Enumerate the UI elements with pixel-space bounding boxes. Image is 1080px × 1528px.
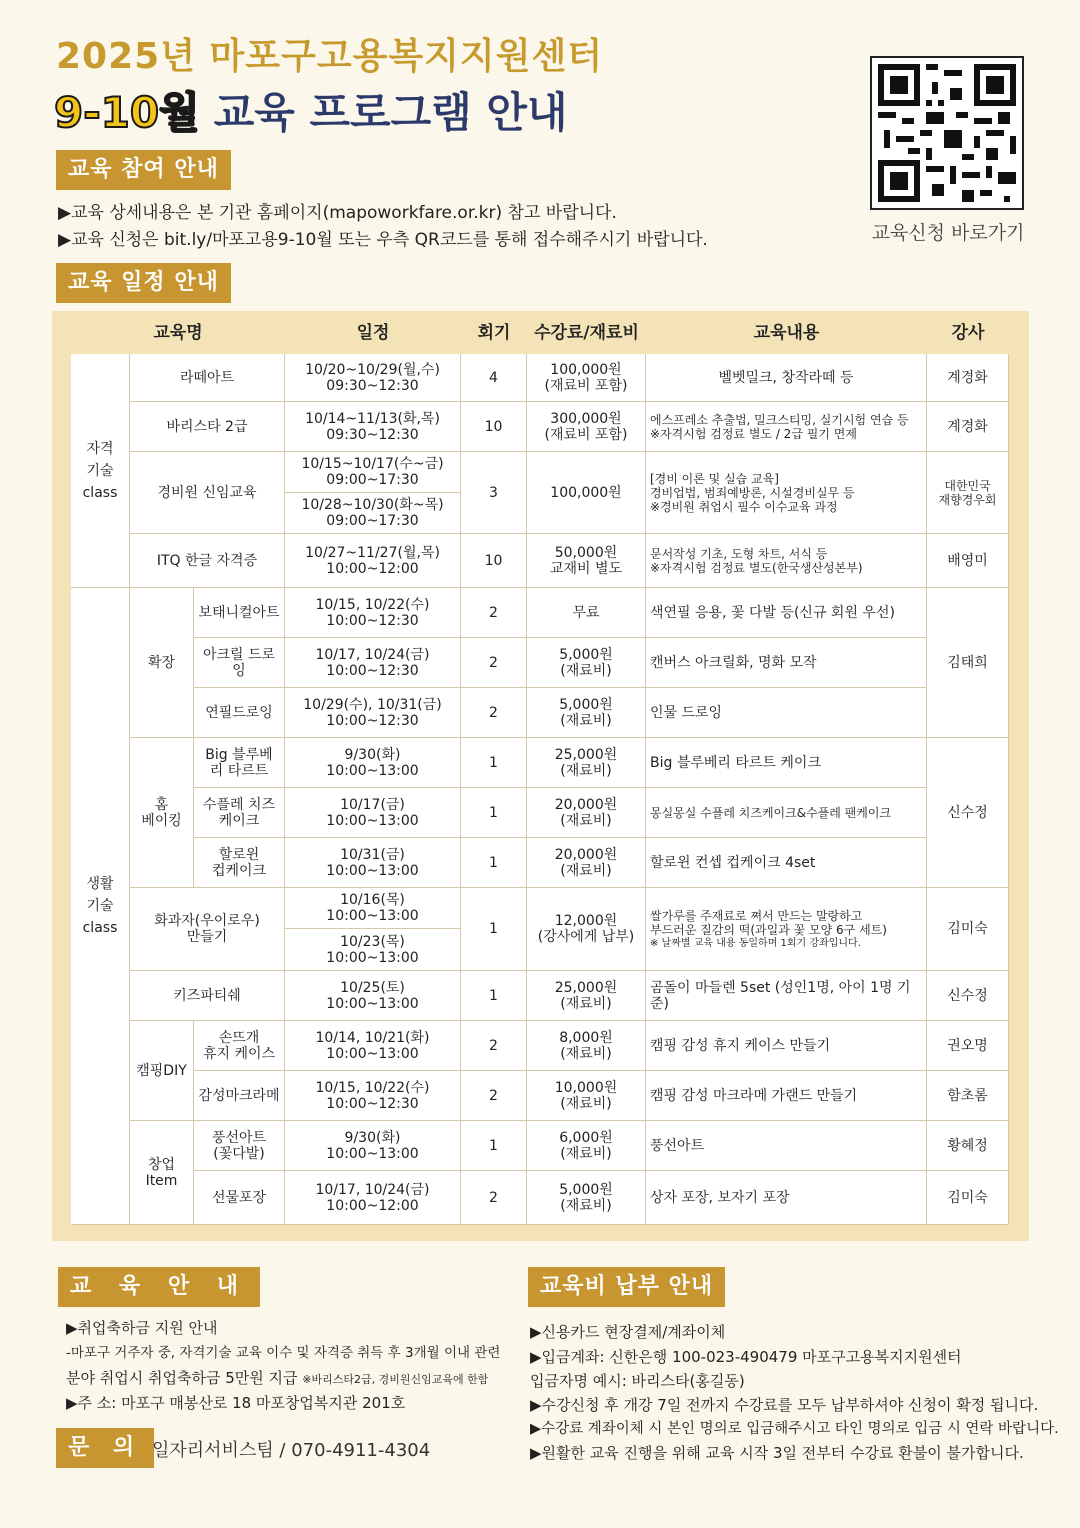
payment-line-4: ▶수강신청 후 개강 7일 전까지 수강료를 모두 납부하셔야 신청이 확정 됩니다. — [530, 1396, 1039, 1414]
qr-label[interactable]: 교육신청 바로가기 — [871, 222, 1025, 244]
header-fee: 수강료/재료비 — [534, 323, 639, 343]
row-name: ITQ 한글 자격증 — [130, 534, 285, 588]
edu-info-line-1: ▶취업축하금 지원 안내 — [66, 1319, 218, 1337]
row-content: 쌀가루를 주재료로 쪄서 만드는 말랑하고 부드러운 질감의 떡(과일과 꽃 모양 6구 세트) ※ 날짜별 교육 내용 동일하며 1회기 강좌입니다. — [646, 888, 927, 971]
contact-text: 일자리서비스팀 / 070-4911-4304 — [152, 1440, 431, 1461]
row-date: 10/17, 10/24(금) 10:00~12:30 — [285, 638, 461, 688]
row-instructor: 김태희 — [927, 588, 1009, 738]
row-name: 라떼아트 — [130, 354, 285, 402]
row-name: 수플레 치즈 케이크 — [194, 788, 285, 838]
payment-line-1: ▶신용카드 현장결제/계좌이체 — [530, 1323, 726, 1341]
row-content: 곰돌이 마들렌 5set (성인1명, 아이 1명 기준) — [646, 971, 927, 1021]
row-fee: 20,000원 (재료비) — [527, 788, 646, 838]
participation-line-2: ▶교육 신청은 bit.ly/마포고용9-10월 또는 우측 QR코드를 통해 접수해주시기 바랍니다. — [58, 230, 708, 250]
row-fee: 20,000원 (재료비) — [527, 838, 646, 888]
row-instructor: 황혜정 — [927, 1121, 1009, 1171]
participation-badge: 교육 참여 안내 — [56, 150, 231, 190]
row-date: 10/17(금) 10:00~13:00 — [285, 788, 461, 838]
row-instructor: 신수정 — [927, 738, 1009, 888]
row-date: 10/15, 10/22(수) 10:00~12:30 — [285, 1071, 461, 1121]
row-content: 캔버스 아크릴화, 명화 모작 — [646, 638, 927, 688]
row-sessions: 2 — [461, 688, 527, 738]
row-fee: 5,000원 (재료비) — [527, 1171, 646, 1225]
contact-badge: 문 의 — [56, 1428, 154, 1468]
title-highlight: 9-10월 — [54, 88, 200, 137]
page-title-line1: 2025년 마포구고용복지지원센터 — [56, 36, 604, 77]
subgroup-camping: 캠핑DIY — [130, 1021, 194, 1121]
row-date: 10/20~10/29(월,수) 09:30~12:30 — [285, 354, 461, 402]
row-sessions: 1 — [461, 838, 527, 888]
row-content: 색연필 응용, 꽃 다발 등(신규 회원 우선) — [646, 588, 927, 638]
row-content: 상자 포장, 보자기 포장 — [646, 1171, 927, 1225]
row-date: 10/15~10/17(수~금) 09:00~17:30 — [285, 452, 461, 493]
row-instructor: 계경화 — [927, 354, 1009, 402]
row-sessions: 1 — [461, 888, 527, 971]
row-date: 10/16(목) 10:00~13:00 — [285, 888, 461, 929]
row-sessions: 1 — [461, 1121, 527, 1171]
edu-info-line-4: ▶주 소: 마포구 매봉산로 18 마포창업복지관 201호 — [66, 1394, 406, 1412]
row-date: 9/30(화) 10:00~13:00 — [285, 738, 461, 788]
group-life: 생활 기술 class — [71, 588, 130, 1225]
row-date-2: 10/28~10/30(화~목) 09:00~17:30 — [285, 493, 461, 534]
payment-line-5: ▶수강료 계좌이체 시 본인 명의로 입금해주시고 타인 명의로 입금 시 연락 바랍니다. — [530, 1421, 1059, 1437]
participation-line-1: ▶교육 상세내용은 본 기관 홈페이지(mapoworkfare.or.kr) 참고 바랍니다. — [58, 203, 617, 223]
row-sessions: 2 — [461, 1071, 527, 1121]
row-date: 10/29(수), 10/31(금) 10:00~12:30 — [285, 688, 461, 738]
row-date: 9/30(화) 10:00~13:00 — [285, 1121, 461, 1171]
row-name: 할로윈 컵케이크 — [194, 838, 285, 888]
title-rest: 교육 프로그램 안내 — [213, 88, 568, 137]
row-date: 10/14~11/13(화,목) 09:30~12:30 — [285, 402, 461, 452]
row-sessions: 3 — [461, 452, 527, 534]
row-content: Big 블루베리 타르트 케이크 — [646, 738, 927, 788]
row-instructor: 김미숙 — [927, 888, 1009, 971]
row-content: [경비 이론 및 실습 교육] 경비업법, 범죄예방론, 시설경비실무 등 ※경비원 취업시 필수 이수교육 과정 — [646, 452, 927, 534]
row-sessions: 1 — [461, 788, 527, 838]
row-content: 할로윈 컨셉 컵케이크 4set — [646, 838, 927, 888]
schedule-badge: 교육 일정 안내 — [56, 263, 231, 303]
row-instructor: 함초롬 — [927, 1071, 1009, 1121]
payment-line-3: 입금자명 예시: 바리스타(홍길동) — [530, 1372, 745, 1390]
row-content: 벨벳밀크, 창작라떼 등 — [646, 354, 927, 402]
payment-line-6: ▶원활한 교육 진행을 위해 교육 시작 3일 전부터 수강료 환불이 불가합니다. — [530, 1444, 1024, 1462]
row-fee: 10,000원 (재료비) — [527, 1071, 646, 1121]
row-fee: 100,000원 (재료비 포함) — [527, 354, 646, 402]
row-fee: 12,000원 (강사에게 납부) — [527, 888, 646, 971]
row-content: 풍선아트 — [646, 1121, 927, 1171]
row-content: 인물 드로잉 — [646, 688, 927, 738]
row-instructor: 신수정 — [927, 971, 1009, 1021]
row-name: Big 블루베 리 타르트 — [194, 738, 285, 788]
row-name: 경비원 신임교육 — [130, 452, 285, 534]
row-content: 에스프레소 추출법, 밀크스티밍, 실기시험 연습 등 ※자격시험 검정료 별도 / 2급 필기 면제 — [646, 402, 927, 452]
qr-code-icon — [872, 58, 1022, 208]
subgroup-expand: 확장 — [130, 588, 194, 738]
row-content-note: ※ 날짜별 교육 내용 동일하며 1회기 강좌입니다. — [650, 937, 861, 949]
row-fee: 25,000원 (재료비) — [527, 738, 646, 788]
row-fee: 6,000원 (재료비) — [527, 1121, 646, 1171]
edu-info-note: ※바리스타2급, 경비원신임교육에 한함 — [302, 1373, 489, 1386]
row-content: 몽실몽실 수플레 치즈케이크&수플레 팬케이크 — [646, 788, 927, 838]
payment-badge: 교육비 납부 안내 — [528, 1267, 725, 1307]
row-content: 캠핑 감성 휴지 케이스 만들기 — [646, 1021, 927, 1071]
row-fee: 5,000원 (재료비) — [527, 688, 646, 738]
row-fee: 300,000원 (재료비 포함) — [527, 402, 646, 452]
row-date: 10/31(금) 10:00~13:00 — [285, 838, 461, 888]
edu-info-badge: 교 육 안 내 — [58, 1267, 260, 1307]
row-sessions: 10 — [461, 402, 527, 452]
row-instructor: 배영미 — [927, 534, 1009, 588]
row-sessions: 2 — [461, 1171, 527, 1225]
group-cert: 자격 기술 class — [71, 354, 130, 588]
header-date: 일정 — [356, 323, 390, 343]
row-name: 손뜨개 휴지 케이스 — [194, 1021, 285, 1071]
row-name: 연필드로잉 — [194, 688, 285, 738]
row-fee: 무료 — [527, 588, 646, 638]
row-instructor: 계경화 — [927, 402, 1009, 452]
page-title-line2 — [54, 80, 568, 140]
row-content: 캠핑 감성 마크라메 가랜드 만들기 — [646, 1071, 927, 1121]
row-date-2: 10/23(목) 10:00~13:00 — [285, 929, 461, 971]
row-content: 문서작성 기초, 도형 차트, 서식 등 ※자격시험 검정료 별도(한국생산성본부) — [646, 534, 927, 588]
row-name: 풍선아트 (꽃다발) — [194, 1121, 285, 1171]
row-instructor: 권오명 — [927, 1021, 1009, 1071]
row-sessions: 2 — [461, 1021, 527, 1071]
schedule-table-body — [71, 354, 1009, 1225]
row-name: 키즈파티쉐 — [130, 971, 285, 1021]
row-sessions: 1 — [461, 738, 527, 788]
row-name: 감성마크라메 — [194, 1071, 285, 1121]
row-name: 보태니컬아트 — [194, 588, 285, 638]
row-instructor: 대한민국 재향경우회 — [927, 452, 1009, 534]
row-fee: 100,000원 — [527, 452, 646, 534]
edu-info-line-3: 분야 취업시 취업축하금 5만원 지급 ※바리스타2급, 경비원신임교육에 한함 — [66, 1369, 489, 1387]
row-name: 아크릴 드로잉 — [194, 638, 285, 688]
row-date: 10/25(토) 10:00~13:00 — [285, 971, 461, 1021]
row-name: 선물포장 — [194, 1171, 285, 1225]
row-fee: 5,000원 (재료비) — [527, 638, 646, 688]
row-sessions: 2 — [461, 638, 527, 688]
edu-info-line-2: -마포구 거주자 중, 자격기술 교육 이수 및 자격증 취득 후 3개월 이내 관련 — [66, 1345, 501, 1361]
subgroup-startup: 창업Item — [130, 1121, 194, 1225]
row-name: 바리스타 2급 — [130, 402, 285, 452]
row-sessions: 4 — [461, 354, 527, 402]
row-date: 10/14, 10/21(화) 10:00~13:00 — [285, 1021, 461, 1071]
row-date: 10/15, 10/22(수) 10:00~12:30 — [285, 588, 461, 638]
row-date: 10/17, 10/24(금) 10:00~12:00 — [285, 1171, 461, 1225]
row-fee: 50,000원 교재비 별도 — [527, 534, 646, 588]
row-sessions: 1 — [461, 971, 527, 1021]
row-sessions: 2 — [461, 588, 527, 638]
row-date: 10/27~11/27(월,목) 10:00~12:00 — [285, 534, 461, 588]
row-sessions: 10 — [461, 534, 527, 588]
row-instructor: 김미숙 — [927, 1171, 1009, 1225]
schedule-table — [52, 311, 1029, 1241]
header-instructor: 강사 — [951, 323, 985, 343]
subgroup-baking: 홈 베이킹 — [130, 738, 194, 888]
qr-code[interactable] — [870, 56, 1024, 210]
header-sessions: 회기 — [477, 323, 511, 343]
row-fee: 8,000원 (재료비) — [527, 1021, 646, 1071]
row-name: 화과자(우이로우) 만들기 — [130, 888, 285, 971]
header-name: 교육명 — [153, 323, 203, 343]
payment-line-2: ▶입금계좌: 신한은행 100-023-490479 마포구고용복지지원센터 — [530, 1348, 962, 1366]
header-content: 교육내용 — [753, 323, 820, 343]
row-fee: 25,000원 (재료비) — [527, 971, 646, 1021]
